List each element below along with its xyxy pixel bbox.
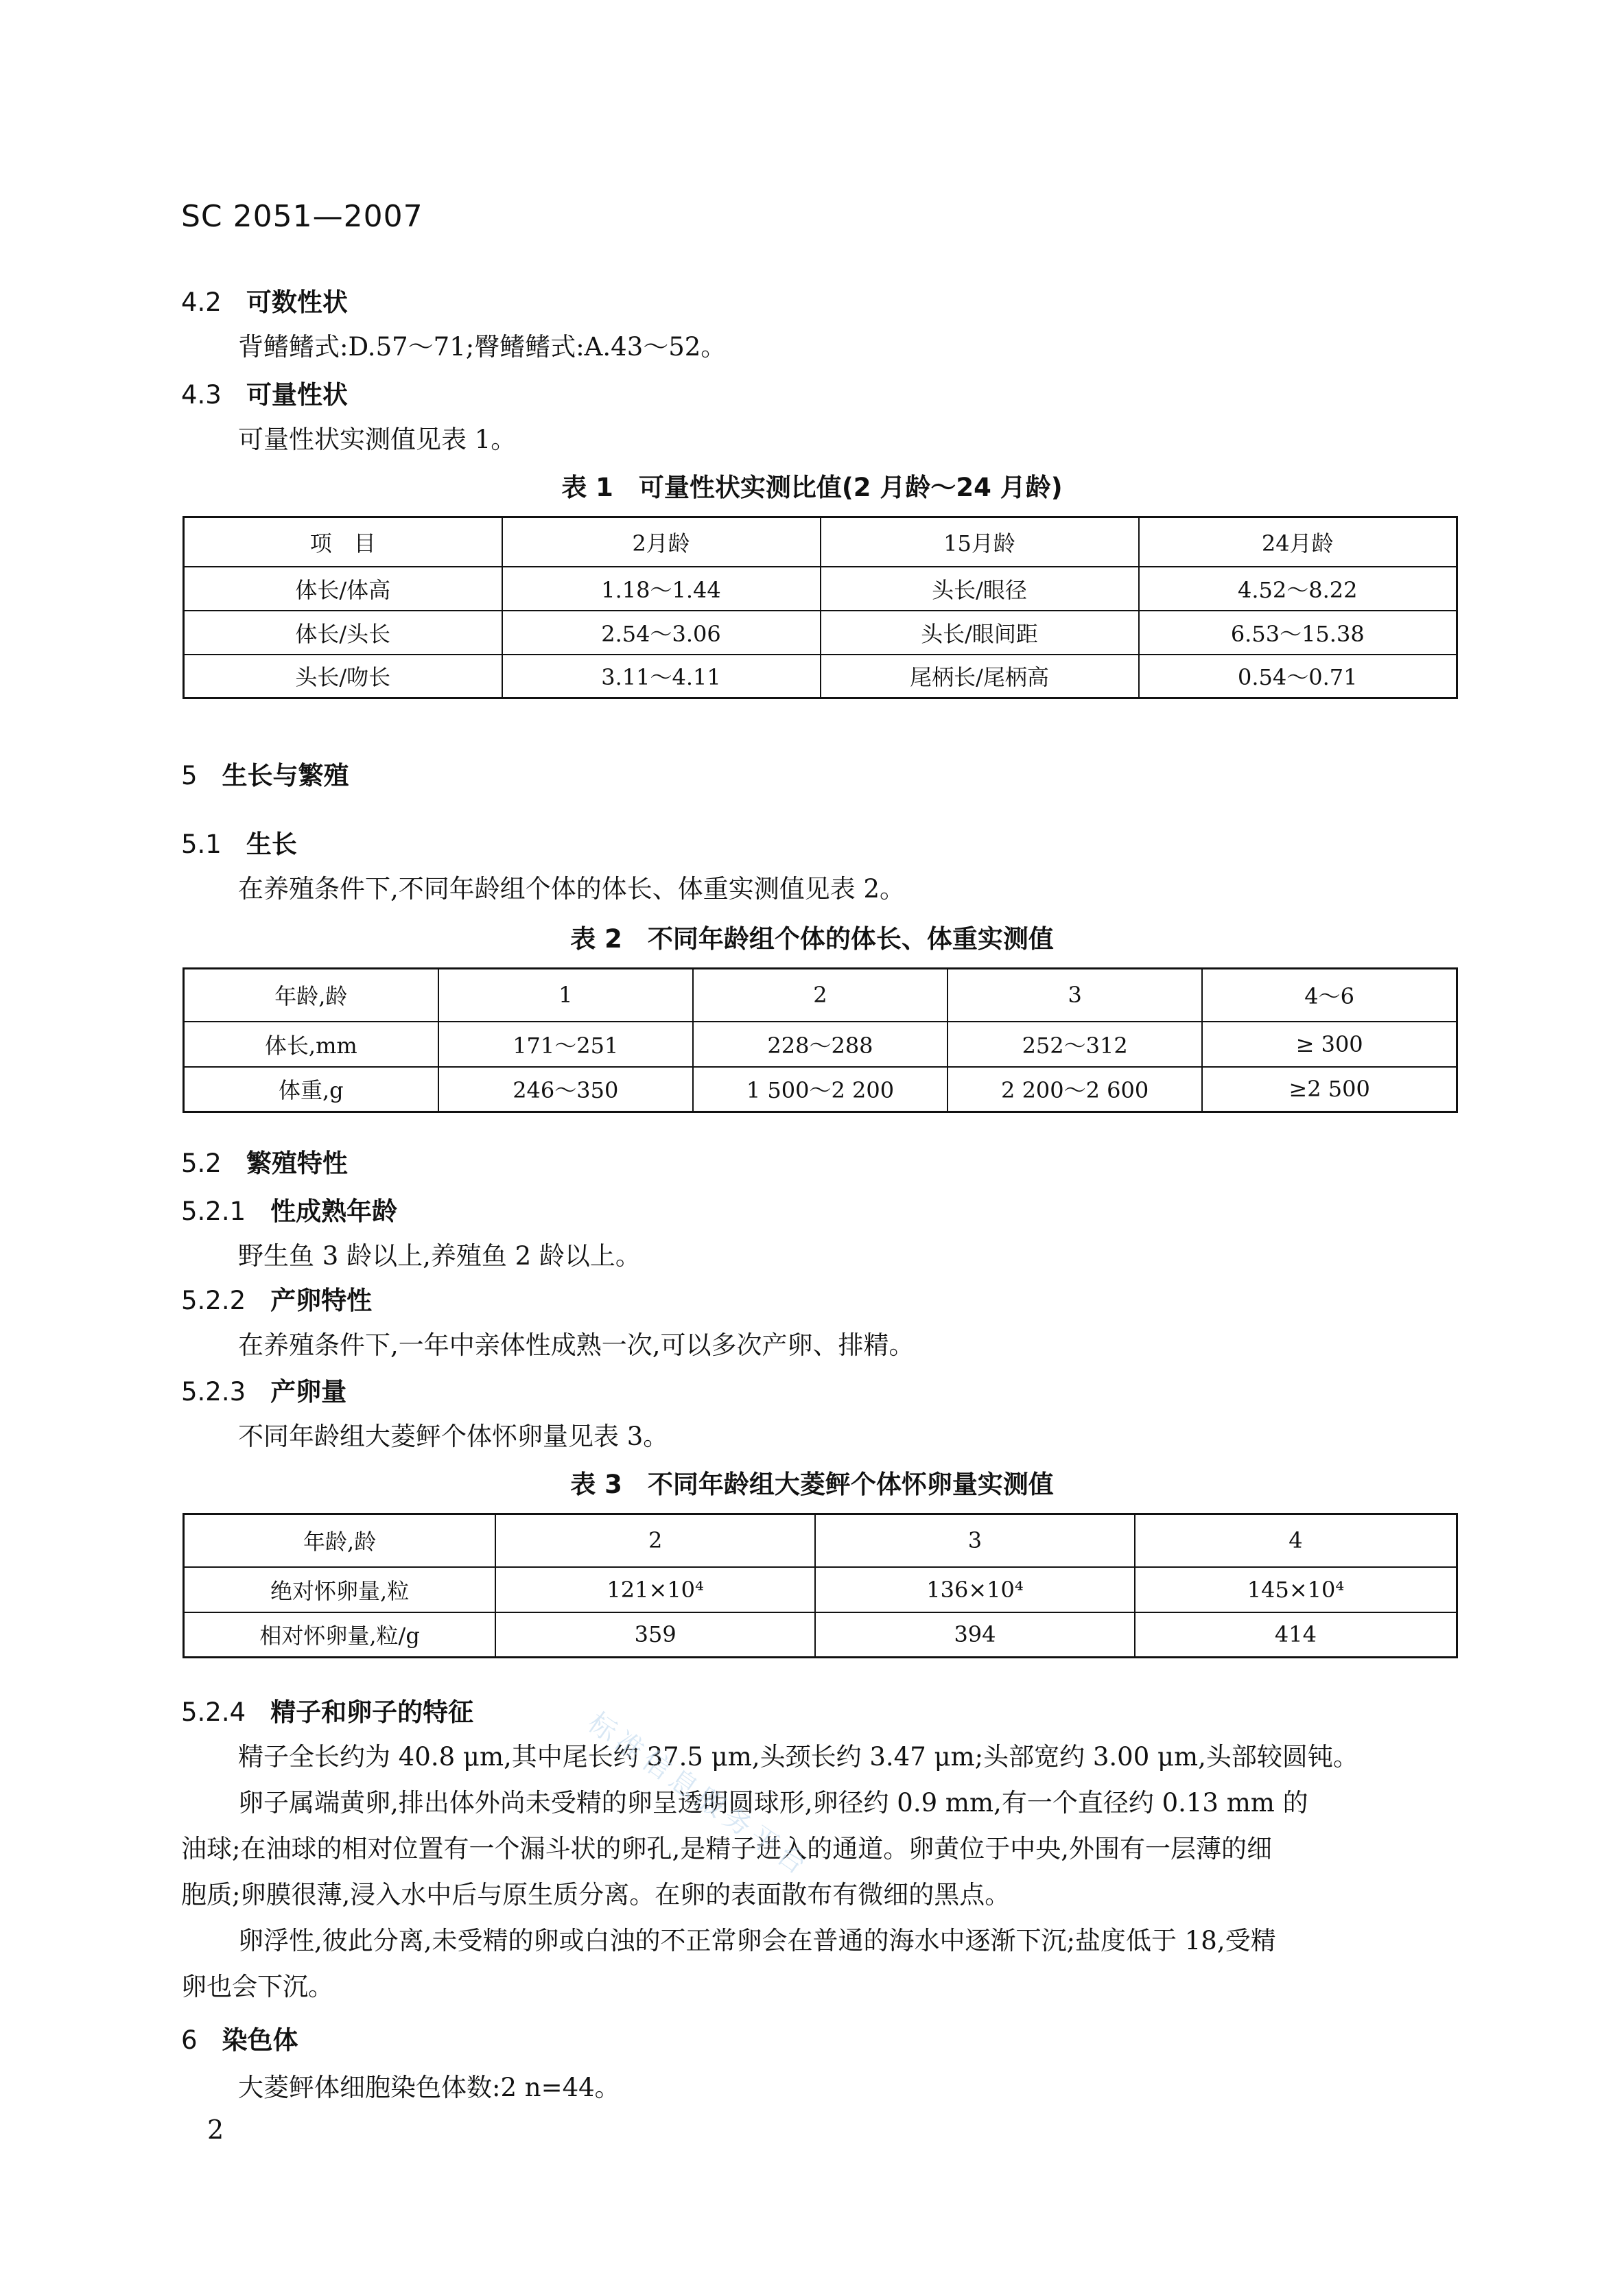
section-5-2-2-text: 在养殖条件下,一年中亲体性成熟一次,可以多次产卵、排精。: [238, 1330, 915, 1360]
table-3-caption: 表 3 不同年龄组大菱鲆个体怀卵量实测值: [570, 1470, 1054, 1499]
table-cell: ≥2 500: [1202, 1067, 1457, 1112]
section-title: 产卵量: [270, 1377, 347, 1407]
section-5-2-4-paragraph-2-line: 油球;在油球的相对位置有一个漏斗状的卵孔,是精子进入的通道。卵黄位于中央,外围有一层薄的细: [181, 1834, 1272, 1863]
watermark: 标准信息服务平台: [582, 1706, 816, 1884]
section-title: 性成熟年龄: [270, 1197, 398, 1226]
table-cell: 体重,g: [184, 1067, 438, 1112]
table-cell: ≥ 300: [1202, 1022, 1457, 1067]
table-cell: 252～312: [948, 1022, 1202, 1067]
section-4-2-text: 背鳍鳍式:D.57～71;臀鳍鳍式:A.43～52。: [238, 332, 727, 362]
table-row: [184, 1567, 1457, 1612]
table-cell: 6.53～15.38: [1139, 611, 1457, 655]
table-cell: 头长/眼径: [821, 567, 1139, 611]
section-number: 5: [181, 761, 198, 790]
table-cell: 1 500～2 200: [693, 1067, 948, 1112]
section-number: 5.2.4: [181, 1697, 246, 1727]
section-number: 6: [181, 2025, 198, 2055]
section-number: 5.1: [181, 830, 222, 859]
section-5-2-heading: [181, 1142, 348, 1179]
table-header-cell: 年龄,龄: [184, 1514, 496, 1567]
table-cell: 尾柄长/尾柄高: [821, 655, 1139, 698]
table-header-cell: 4: [1135, 1514, 1457, 1567]
section-title: 精子和卵子的特征: [270, 1697, 474, 1727]
section-title: 可量性状: [246, 380, 348, 410]
table-2-caption: 表 2 不同年龄组个体的体长、体重实测值: [570, 924, 1054, 954]
document-code: SC 2051—2007: [181, 199, 423, 234]
section-5-2-4-paragraph-2-line: 胞质;卵膜很薄,浸入水中后与原生质分离。在卵的表面散布有微细的黑点。: [181, 1880, 1011, 1909]
table-header-cell: 3: [815, 1514, 1135, 1567]
section-number: 5.2.3: [181, 1377, 246, 1407]
table-cell: 绝对怀卵量,粒: [184, 1567, 496, 1612]
table-header-cell: 2: [693, 969, 948, 1022]
section-title: 繁殖特性: [246, 1149, 348, 1178]
section-title: 生长与繁殖: [222, 761, 349, 790]
section-number: 4.3: [181, 380, 222, 410]
table-row: [184, 567, 1457, 611]
section-5-2-4-paragraph-2-line: 卵子属端黄卵,排出体外尚未受精的卵呈透明圆球形,卵径约 0.9 mm,有一个直径约 0.13 mm 的: [238, 1788, 1308, 1818]
table-cell: 121×10⁴: [495, 1567, 815, 1612]
table-row: [184, 1022, 1457, 1067]
section-title: 染色体: [222, 2025, 298, 2055]
section-5-2-4-paragraph-1: 精子全长约为 40.8 μm,其中尾长约 37.5 μm,头颈长约 3.47 μm;头部宽约 3.00 μm,头部较圆钝。: [238, 1742, 1358, 1772]
table-1-caption: 表 1 可量性状实测比值(2 月龄～24 月龄): [561, 473, 1063, 502]
table-header-cell: 1: [438, 969, 693, 1022]
section-4-3-heading: [181, 374, 348, 411]
section-6-text: 大菱鲆体细胞染色体数:2 n=44。: [238, 2073, 620, 2102]
table-header-cell: 4～6: [1202, 969, 1457, 1022]
table-cell: 228～288: [693, 1022, 948, 1067]
table-cell: 体长/头长: [184, 611, 502, 655]
table-header-cell: 2月龄: [502, 517, 821, 567]
table-header-row: [184, 969, 1457, 1022]
table-cell: 4.52～8.22: [1139, 567, 1457, 611]
section-6-heading: [181, 2019, 298, 2056]
table-cell: 359: [495, 1612, 815, 1658]
table-header-cell: 15月龄: [821, 517, 1139, 567]
section-number: 5.2.2: [181, 1286, 246, 1315]
table-header-cell: 2: [495, 1514, 815, 1567]
table-cell: 0.54～0.71: [1139, 655, 1457, 698]
section-5-1-text: 在养殖条件下,不同年龄组个体的体长、体重实测值见表 2。: [238, 874, 906, 904]
section-title: 可数性状: [246, 287, 348, 317]
section-title: 生长: [246, 830, 297, 859]
table-header-cell: 年龄,龄: [184, 969, 438, 1022]
table-cell: 136×10⁴: [815, 1567, 1135, 1612]
table-header-cell: 项 目: [184, 517, 502, 567]
section-5-heading: [181, 755, 349, 792]
section-4-3-text: 可量性状实测值见表 1。: [238, 425, 517, 454]
table-cell: 体长/体高: [184, 567, 502, 611]
section-number: 5.2.1: [181, 1197, 246, 1226]
section-5-2-2-heading: [181, 1280, 372, 1317]
table-cell: 246～350: [438, 1067, 693, 1112]
table-cell: 头长/眼间距: [821, 611, 1139, 655]
table-header-row: [184, 517, 1457, 567]
table-row: [184, 1067, 1457, 1112]
page-number: 2: [207, 2115, 224, 2145]
section-5-2-3-heading: [181, 1371, 346, 1408]
section-5-2-1-text: 野生鱼 3 龄以上,养殖鱼 2 龄以上。: [238, 1241, 641, 1271]
section-5-2-4-heading: [181, 1691, 473, 1728]
table-cell: 相对怀卵量,粒/g: [184, 1612, 496, 1658]
section-5-2-4-paragraph-3-line: 卵也会下沉。: [181, 1972, 333, 2001]
table-cell: 体长,mm: [184, 1022, 438, 1067]
table-row: [184, 655, 1457, 698]
section-5-2-3-text: 不同年龄组大菱鲆个体怀卵量见表 3。: [238, 1422, 669, 1451]
table-cell: 头长/吻长: [184, 655, 502, 698]
table-2: [183, 967, 1458, 1113]
table-cell: 414: [1135, 1612, 1457, 1658]
section-number: 5.2: [181, 1149, 222, 1178]
table-header-cell: 24月龄: [1139, 517, 1457, 567]
section-5-2-4-paragraph-3-line: 卵浮性,彼此分离,未受精的卵或白浊的不正常卵会在普通的海水中逐渐下沉;盐度低于 18,受精: [238, 1926, 1276, 1955]
table-header-row: [184, 1514, 1457, 1567]
table-header-cell: 3: [948, 969, 1202, 1022]
section-5-1-heading: [181, 823, 297, 860]
table-cell: 2.54～3.06: [502, 611, 821, 655]
table-cell: 145×10⁴: [1135, 1567, 1457, 1612]
table-cell: 2 200～2 600: [948, 1067, 1202, 1112]
table-cell: 171～251: [438, 1022, 693, 1067]
table-cell: 394: [815, 1612, 1135, 1658]
section-4-2-heading: [181, 281, 348, 318]
table-cell: 3.11～4.11: [502, 655, 821, 698]
section-title: 产卵特性: [270, 1286, 373, 1315]
table-row: [184, 611, 1457, 655]
table-cell: 1.18～1.44: [502, 567, 821, 611]
table-1: [183, 516, 1458, 699]
table-3: [183, 1513, 1458, 1658]
section-5-2-1-heading: [181, 1190, 397, 1227]
section-number: 4.2: [181, 287, 222, 317]
table-row: [184, 1612, 1457, 1658]
